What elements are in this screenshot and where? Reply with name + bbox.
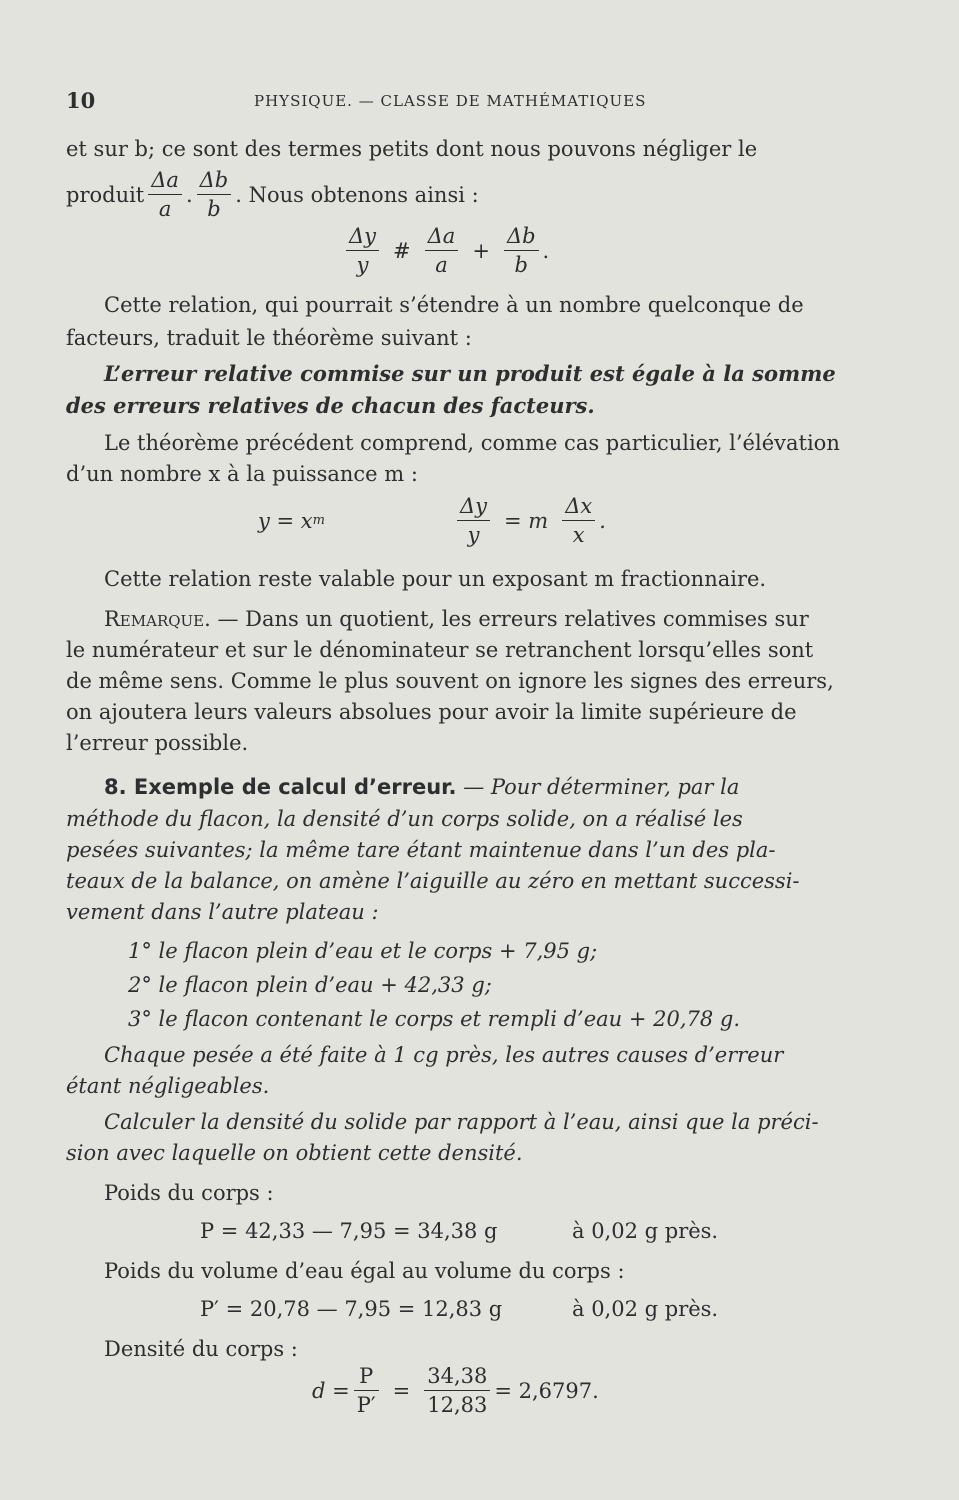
theorem-line: L’erreur relative commise sur un produit est égale à la somme <box>104 361 836 386</box>
equation-p-precision: à 0,02 g près. <box>572 1219 719 1243</box>
example-line: Calculer la densité du solide par rapport à l’eau, ainsi que la préci- <box>104 1110 819 1134</box>
equation-density <box>312 1362 599 1419</box>
numerator: Δy <box>346 222 379 251</box>
text-line: et sur b; ce sont des termes petits dont nous pouvons négliger le <box>66 137 758 161</box>
numerator: 34,38 <box>424 1362 490 1391</box>
denominator: y <box>467 523 480 547</box>
equation-p: P = 42,33 — 7,95 = 34,38 g <box>200 1219 498 1243</box>
exponent: m <box>312 513 325 528</box>
fraction <box>562 492 595 549</box>
text-line: facteurs, traduit le théorème suivant : <box>66 326 472 350</box>
numerator: Δa <box>425 222 459 251</box>
remark-line: le numérateur et sur le dénominateur se retranchent lorsqu’elles sont <box>66 638 814 662</box>
equals-sign: = <box>392 1378 411 1403</box>
remark-label: Remarque. <box>104 607 211 631</box>
denominator: a <box>435 253 448 277</box>
numerator: Δb <box>504 222 539 251</box>
denominator: b <box>514 253 528 277</box>
page-number: 10 <box>66 88 96 113</box>
denominator: x <box>572 523 585 547</box>
text-line: Le théorème précédent comprend, comme cas particulier, l’élévation <box>104 431 840 455</box>
denominator: P′ <box>356 1393 376 1417</box>
denominator: a <box>158 197 172 221</box>
text-line: Cette relation, qui pourrait s’étendre à un nombre quelconque de <box>104 293 804 317</box>
period: . <box>542 238 550 263</box>
example-line: pesées suivantes; la même tare étant maintenue dans l’un des pla- <box>66 838 776 862</box>
text-line: Densité du corps : <box>104 1337 298 1361</box>
example-line: sion avec laquelle on obtient cette densité. <box>66 1141 523 1165</box>
numerator: Δy <box>457 492 490 521</box>
equation-lhs: d = <box>312 1378 350 1403</box>
equation-power <box>258 492 606 549</box>
fraction <box>197 166 232 223</box>
running-title: PHYSIQUE. — CLASSE DE MATHÉMATIQUES <box>254 92 647 110</box>
text-fragment: — Pour déterminer, par la <box>456 775 740 799</box>
example-heading-line <box>104 774 739 800</box>
equation-p-prime: P′ = 20,78 — 7,95 = 12,83 g <box>200 1297 503 1321</box>
approx-sign: # <box>393 238 411 263</box>
equation-relative-error <box>342 222 549 279</box>
theorem-line: des erreurs relatives de chacun des facteurs. <box>66 393 595 418</box>
equation-lhs: y = x <box>258 508 313 533</box>
text-line-product <box>66 166 479 223</box>
denominator: b <box>207 197 221 221</box>
fraction <box>425 222 459 279</box>
text-line: Poids du volume d’eau égal au volume du corps : <box>104 1259 625 1283</box>
period: . <box>599 508 606 533</box>
remark-line <box>104 606 809 632</box>
fraction <box>424 1362 490 1419</box>
remark-line: on ajoutera leurs valeurs absolues pour avoir la limite supérieure de <box>66 700 797 724</box>
fraction <box>457 492 490 549</box>
text-fragment: . Nous obtenons ainsi : <box>235 182 479 207</box>
text-fragment: — Dans un quotient, les erreurs relatives commises sur <box>210 607 809 631</box>
text-line: d’un nombre x à la puissance m : <box>66 462 418 486</box>
numerator: Δx <box>562 492 595 521</box>
example-line: Chaque pesée a été faite à 1 cg près, les autres causes d’erreur <box>104 1043 784 1067</box>
fraction <box>148 166 182 223</box>
example-line: teaux de la balance, on amène l’aiguille au zéro en mettant successi- <box>66 869 800 893</box>
equation-p-prime-precision: à 0,02 g près. <box>572 1297 719 1321</box>
numerator: Δa <box>148 166 182 195</box>
example-line: vement dans l’autre plateau : <box>66 900 379 924</box>
example-line: méthode du flacon, la densité d’un corps solide, on a réalisé les <box>66 807 743 831</box>
denominator: y <box>356 253 369 277</box>
list-item: 1° le flacon plein d’eau et le corps + 7,95 g; <box>128 939 598 963</box>
section-heading: 8. Exemple de calcul d’erreur. <box>104 775 457 799</box>
numerator: P <box>354 1362 379 1391</box>
plus-sign: + <box>472 238 490 263</box>
fraction <box>346 222 379 279</box>
list-item: 2° le flacon plein d’eau + 42,33 g; <box>128 973 492 997</box>
text-line: Cette relation reste valable pour un exposant m fractionnaire. <box>104 567 767 591</box>
list-item: 3° le flacon contenant le corps et rempli d’eau + 20,78 g. <box>128 1007 741 1031</box>
example-line: étant négligeables. <box>66 1074 270 1098</box>
fraction <box>504 222 539 279</box>
equals-m: = m <box>504 508 549 533</box>
text-line: Poids du corps : <box>104 1181 274 1205</box>
remark-line: de même sens. Comme le plus souvent on ignore les signes des erreurs, <box>66 669 834 693</box>
numerator: Δb <box>197 166 232 195</box>
result: = 2,6797. <box>494 1378 599 1403</box>
denominator: 12,83 <box>427 1393 488 1417</box>
dot: . <box>185 182 193 207</box>
fraction <box>354 1362 379 1419</box>
text-fragment: produit <box>66 182 145 207</box>
remark-line: l’erreur possible. <box>66 731 249 755</box>
